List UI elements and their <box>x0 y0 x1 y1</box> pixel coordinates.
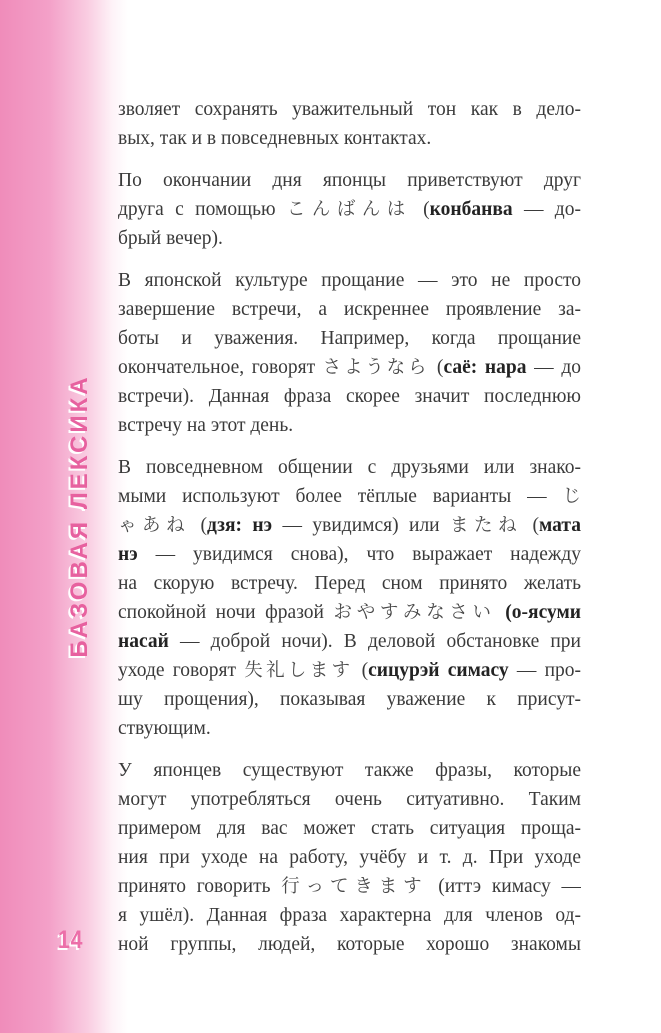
text-line <box>118 224 581 253</box>
text-line <box>118 166 581 195</box>
body-text-run: уходе говорят <box>118 660 245 681</box>
body-text-run: встречи). Данная фраза скорее значит последнюю <box>118 386 581 407</box>
body-text-run: примером для вас может стать ситуация проща- <box>118 818 581 839</box>
body-text-run: — до- <box>512 199 581 220</box>
body-text-run: ной группы, людей, которые хорошо знакомы <box>118 934 581 955</box>
text-line <box>118 814 581 843</box>
paragraph <box>118 756 581 959</box>
text-line <box>118 598 581 627</box>
text-line <box>118 685 581 714</box>
body-text-run: ( <box>522 515 540 536</box>
body-text-run: принято говорить <box>118 876 282 897</box>
body-text-run: ния при уходе на работу, учёбу и т. д. При уходе <box>118 847 581 868</box>
body-text-run: — увидимся) или <box>272 515 451 536</box>
section-title-vertical: БАЗОВАЯ ЛЕКСИКА <box>66 374 93 658</box>
body-text-run: ( <box>411 199 430 220</box>
body-text-run: друга с помощью <box>118 199 287 220</box>
text-line <box>118 482 581 511</box>
body-text-run: ( <box>190 515 208 536</box>
body-text-run: могут употребляться очень ситуативно. Таким <box>118 789 581 810</box>
body-text-run: — про- <box>508 660 581 681</box>
body-text-run: По окончании дня японцы приветствуют друг <box>118 170 581 191</box>
text-line <box>118 627 581 656</box>
paragraph <box>118 266 581 440</box>
body-text-run: боты и уважения. Например, когда прощание <box>118 328 581 349</box>
transcription-bold: мата <box>539 515 581 536</box>
body-text-run: ( <box>429 357 444 378</box>
transcription-bold: нэ <box>118 544 138 565</box>
page-number: 14 <box>58 926 84 954</box>
text-line <box>118 124 581 153</box>
text-line <box>118 540 581 569</box>
text-line <box>118 411 581 440</box>
text-line <box>118 656 581 685</box>
paragraph <box>118 453 581 743</box>
transcription-bold: саё: нара <box>443 357 527 378</box>
body-text-run <box>496 602 506 623</box>
left-gradient-strip <box>0 0 128 1033</box>
body-text-run: вых, так и в повседневных контактах. <box>118 128 432 149</box>
japanese-text: さようなら <box>322 357 430 378</box>
body-text-run: В повседневном общении с друзьями или знако- <box>118 457 581 478</box>
body-text-run: — до <box>526 357 581 378</box>
transcription-bold: насай <box>118 631 169 652</box>
body-text-run: завершение встречи, а искреннее проявление за- <box>118 299 581 320</box>
text-line <box>118 714 581 743</box>
body-text-run: В японской культуре прощание — это не просто <box>118 270 581 291</box>
paragraph <box>118 95 581 153</box>
body-text-run: зволяет сохранять уважительный тон как в дело- <box>118 99 581 120</box>
text-line <box>118 382 581 411</box>
body-text-run: спокойной ночи фразой <box>118 602 334 623</box>
text-line <box>118 453 581 482</box>
text-line <box>118 901 581 930</box>
transcription-bold: дзя: нэ <box>207 515 273 536</box>
body-text-run: ( <box>353 660 369 681</box>
body-text-run: (иттэ кимасу — <box>427 876 581 897</box>
text-line <box>118 266 581 295</box>
japanese-text: おやすみなさい <box>333 602 496 623</box>
text-line <box>118 295 581 324</box>
text-line <box>118 872 581 901</box>
body-text-run: встречу на этот день. <box>118 415 294 436</box>
transcription-bold: конбанва <box>429 199 513 220</box>
body-text-block <box>118 95 581 972</box>
text-line <box>118 843 581 872</box>
text-line <box>118 756 581 785</box>
japanese-text: 失礼します <box>244 660 354 681</box>
text-line <box>118 324 581 353</box>
japanese-text: 行ってきます <box>281 876 428 897</box>
text-line <box>118 511 581 540</box>
japanese-text: ゃあね <box>118 515 191 536</box>
body-text-run: — доброй ночи). В деловой обстановке при <box>168 631 581 652</box>
body-text-run: окончательное, говорят <box>118 357 323 378</box>
text-line <box>118 195 581 224</box>
text-line <box>118 569 581 598</box>
text-line <box>118 930 581 959</box>
text-line <box>118 353 581 382</box>
body-text-run: на скорую встречу. Перед сном принято желать <box>118 573 581 594</box>
body-text-run: шу прощения), показывая уважение к присут- <box>118 689 581 710</box>
text-line <box>118 785 581 814</box>
text-line <box>118 95 581 124</box>
paragraph <box>118 166 581 253</box>
japanese-text: こんばんは <box>286 199 412 220</box>
body-text-run: брый вечер). <box>118 228 223 249</box>
body-text-run: — увидимся снова), что выражает надежду <box>137 544 581 565</box>
body-text-run: ствующим. <box>118 718 211 739</box>
body-text-run: мыми используют более тёплые варианты — <box>118 486 563 507</box>
body-text-run: У японцев существуют также фразы, которые <box>118 760 581 781</box>
transcription-bold: (о-ясуми <box>505 602 581 623</box>
japanese-text: じ <box>562 486 581 507</box>
body-text-run: я ушёл). Данная фраза характерна для членов од- <box>118 905 581 926</box>
japanese-text: またね <box>450 515 523 536</box>
transcription-bold: сицурэй симасу <box>368 660 509 681</box>
